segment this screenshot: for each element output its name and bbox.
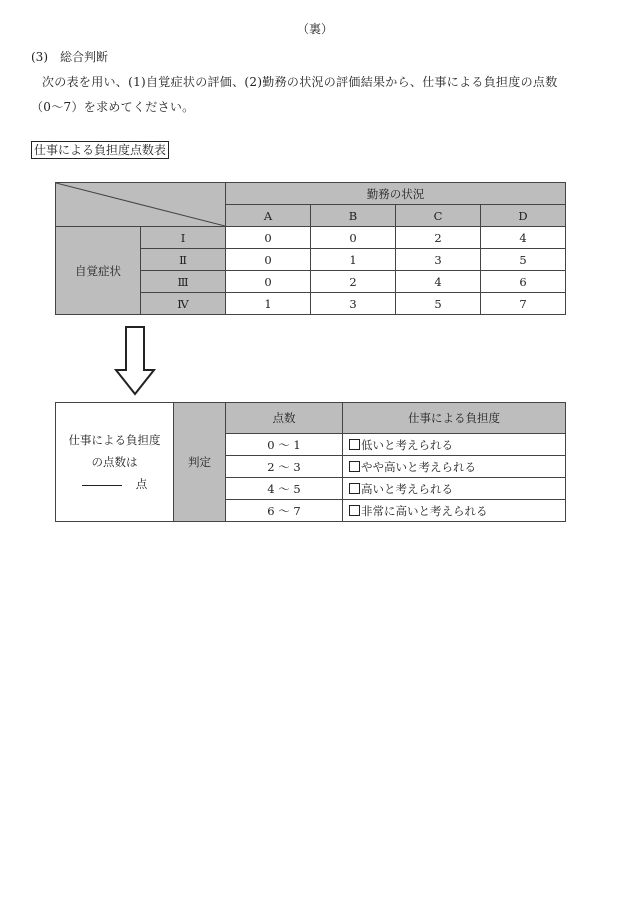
column-group-header: 勤務の状況 xyxy=(226,183,566,205)
table-cell: 0 xyxy=(226,271,311,293)
diagonal-line xyxy=(56,183,225,226)
column-header: C xyxy=(396,205,481,227)
burden-option-label: 非常に高いと考えられる xyxy=(361,503,488,518)
score-table xyxy=(55,182,566,315)
score-table-caption: 仕事による負担度点数表 xyxy=(31,141,169,159)
instruction-line-2: （0～7）を求めてください。 xyxy=(31,100,195,114)
checkbox[interactable] xyxy=(349,439,360,450)
score-header: 点数 xyxy=(226,403,343,434)
column-header: D xyxy=(481,205,566,227)
table-cell: 0 xyxy=(226,227,311,249)
score-entry-cell xyxy=(56,403,174,522)
row-header: Ⅱ xyxy=(141,249,226,271)
table-cell: 2 xyxy=(311,271,396,293)
checkbox[interactable] xyxy=(349,505,360,516)
table-cell: 5 xyxy=(481,249,566,271)
table-cell: 3 xyxy=(311,293,396,315)
table-cell: 5 xyxy=(396,293,481,315)
diagonal-header-cell xyxy=(56,183,226,227)
table-cell: 1 xyxy=(226,293,311,315)
score-entry-label-2: の点数は xyxy=(91,455,138,469)
row-header: Ⅲ xyxy=(141,271,226,293)
burden-option-label: やや高いと考えられる xyxy=(361,459,476,474)
score-range: 2 ～ 3 xyxy=(226,456,343,478)
score-blank[interactable] xyxy=(82,485,122,486)
table-cell: 4 xyxy=(396,271,481,293)
table-cell: 6 xyxy=(481,271,566,293)
burden-option[interactable] xyxy=(343,478,566,500)
table-cell: 4 xyxy=(481,227,566,249)
score-range: 0 ～ 1 xyxy=(226,434,343,456)
table-cell: 7 xyxy=(481,293,566,315)
table-cell: 2 xyxy=(396,227,481,249)
score-unit: 点 xyxy=(135,477,148,491)
page-header: （裏） xyxy=(296,22,333,36)
burden-option[interactable] xyxy=(343,500,566,522)
table-cell: 1 xyxy=(311,249,396,271)
checkbox[interactable] xyxy=(349,483,360,494)
row-group-header: 自覚症状 xyxy=(56,227,141,315)
row-header: Ⅰ xyxy=(141,227,226,249)
score-range: 4 ～ 5 xyxy=(226,478,343,500)
burden-header: 仕事による負担度 xyxy=(343,403,566,434)
checkbox[interactable] xyxy=(349,461,360,472)
burden-option[interactable] xyxy=(343,434,566,456)
burden-option[interactable] xyxy=(343,456,566,478)
score-range: 6 ～ 7 xyxy=(226,500,343,522)
score-entry-label-1: 仕事による負担度 xyxy=(68,433,161,447)
row-header: Ⅳ xyxy=(141,293,226,315)
table-cell: 0 xyxy=(226,249,311,271)
column-header: A xyxy=(226,205,311,227)
burden-option-label: 低いと考えられる xyxy=(361,437,453,452)
judgement-cell: 判定 xyxy=(174,403,226,522)
section-title: (3) 総合判断 xyxy=(31,50,108,64)
table-cell: 3 xyxy=(396,249,481,271)
burden-option-label: 高いと考えられる xyxy=(361,481,453,496)
column-header: B xyxy=(311,205,396,227)
result-table xyxy=(55,402,566,522)
down-arrow-icon xyxy=(114,326,156,396)
instruction-line-1: 次の表を用い、(1)自覚症状の評価、(2)勤務の状況の評価結果から、仕事による負担度の点数 xyxy=(42,75,558,89)
table-cell: 0 xyxy=(311,227,396,249)
